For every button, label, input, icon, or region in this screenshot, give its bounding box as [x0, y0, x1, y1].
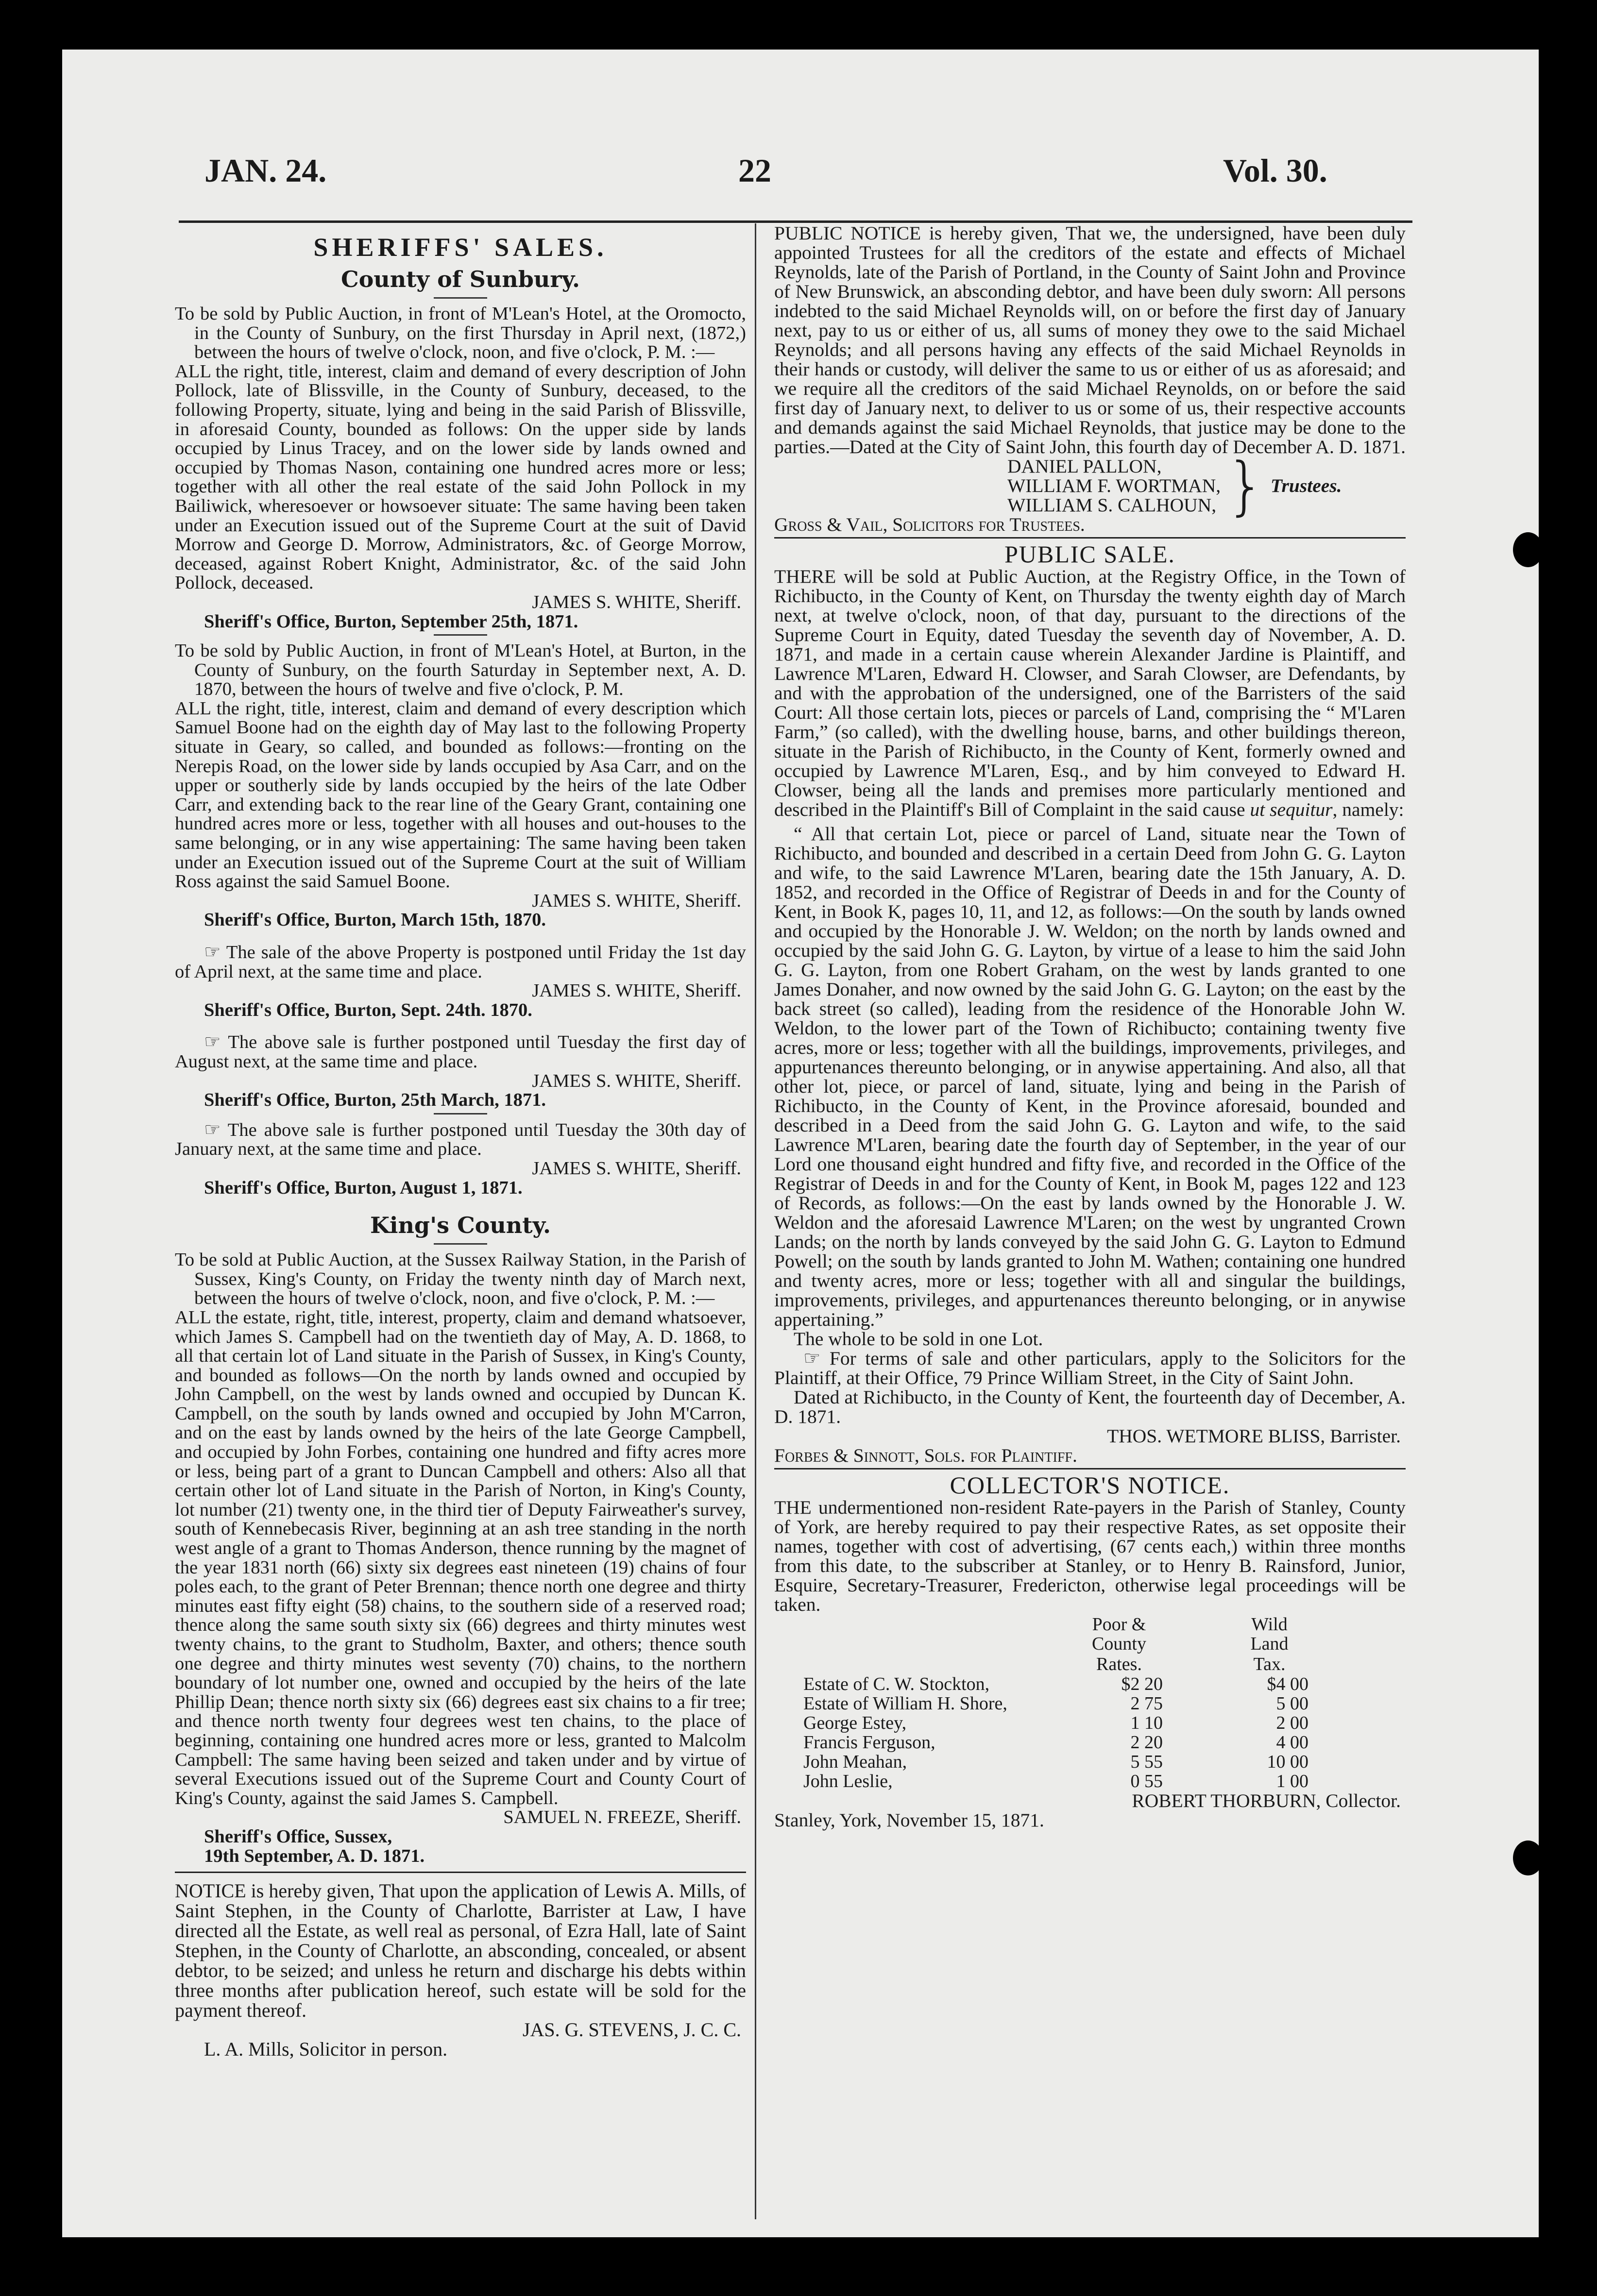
column-header: Poor & County [1092, 1614, 1146, 1654]
table-row [803, 1772, 1308, 1791]
namely-text: , namely: [1332, 799, 1404, 820]
absconding-notice: NOTICE is hereby given, That upon the application of Lewis A. Mills, of Saint Stephen, in the County of Charlotte, Barrister at Law, I have directed all the Estate, as well real as personal, of Ezra Hall, late of Saint Stephen, in the County of Charlotte, an absconding, concealed, or absent debtor, to be seized; and unless he return and discharge his debts within three months after publication hereof, such estate will be sold for the payment thereof. [175, 1880, 746, 2022]
page-number: 22 [738, 152, 771, 189]
short-rule [434, 297, 487, 299]
rates-table [803, 1614, 1308, 1791]
ratepayer-name: Francis Ferguson, [803, 1732, 935, 1753]
tax-value: 4 00 [1276, 1732, 1308, 1753]
pointing-hand-icon: ☞ [204, 1031, 221, 1053]
rates-value: 5 55 [1130, 1752, 1163, 1772]
issue-date: JAN. 24. [204, 152, 327, 189]
dateline: Sheriff's Office, Burton, August 1, 1871. [204, 1177, 523, 1198]
column-header: Wild Land [1250, 1614, 1289, 1654]
tax-value: 2 00 [1276, 1713, 1308, 1733]
trustee-name: WILLIAM F. WORTMAN, [1007, 475, 1221, 496]
tax-value: $4 00 [1267, 1674, 1308, 1694]
barrister-signature: THOS. WETMORE BLISS, Barrister. [1107, 1425, 1401, 1447]
solicitors-line: Gross & Vail, Solicitors for Trustees. [774, 514, 1085, 535]
ratepayer-name: George Estey, [803, 1713, 907, 1733]
trustees-notice: PUBLIC NOTICE is hereby given, That we, the undersigned, have been duly appointed Trustees for all the creditors of the estate and effects of Michael Reynolds, late of the Parish of Portland, in the County of Saint John and Province of New Brunswick, an absconding debtor, and have been duly sworn: All persons indebted to the said Michael Reynolds will, on or before the first day of January next, pay to us or either of us, all sums of money they owe to the said Michael Reynolds; and all persons having any effects of the said Michael Reynolds in their hands or custody, will deliver the same to us or either of us as aforesaid; and we require all the creditors of the said Michael Reynolds, on or before the said first day of January next, to deliver to us or some of us, their respective accounts and demands against the said Michael Reynolds, that justice may be done to the parties.—Dated at the City of Saint John, this fourth day of December A. D. 1871. [774, 222, 1406, 457]
latin-phrase: ut sequitur [1250, 799, 1333, 820]
trustee-name: WILLIAM S. CALHOUN, [1007, 494, 1217, 516]
short-rule [434, 634, 487, 636]
notice-intro: To be sold by Public Auction, in front of M'Lean's Hotel, at the Oromocto, in the County of Sunbury, on the first Thursday in April next, (1872,) between the hours of twelve o'clock, noon, and five o'clock, P. M. :— [175, 304, 746, 363]
sheriff-signature: SAMUEL N. FREEZE, Sheriff. [503, 1807, 741, 1828]
rates-value: 1 10 [1130, 1713, 1163, 1733]
table-row [803, 1733, 1308, 1752]
rates-value: 0 55 [1130, 1771, 1163, 1791]
county-heading: County of Sunbury. [340, 266, 580, 292]
table-row [803, 1752, 1308, 1772]
dateline: Stanley, York, November 15, 1871. [774, 1809, 1044, 1831]
dateline: Sheriff's Office, Burton, 25th March, 1871. [204, 1090, 546, 1111]
public-sale-heading: PUBLIC SALE. [1004, 540, 1175, 568]
table-row [803, 1694, 1308, 1713]
punch-hole [1513, 1840, 1539, 1875]
section-title: SHERIFFS' SALES. [313, 233, 608, 262]
table-row [803, 1713, 1308, 1733]
short-rule [434, 1113, 487, 1114]
dateline: Sheriff's Office, Sussex, [204, 1826, 392, 1847]
dated-line: Dated at Richibucto, in the County of Kent, the fourteenth day of December, A. D. 1871. [774, 1386, 1406, 1427]
judge-signature: JAS. G. STEVENS, J. C. C. [522, 2019, 741, 2041]
section-rule [774, 537, 1406, 539]
notice-body: ALL the estate, right, title, interest, property, claim and demand whatsoever, which James S. Campbell had on the twentieth day of May, A. D. 1868, to all that certain lot of Land situate in the Parish of Sussex, in King's County, and bounded as follows—On the north by lands owned and occupied by John Campbell, on the west by lands owned and occupied by Duncan K. Campbell, on the south by lands owned and occupied by John M'Carron, and on the east by lands owned by the heirs of the late George Campbell, and occupied by John Forbes, containing one hundred and fifty acres more or less, being part of a grant to Duncan Campbell and others: Also all that certain other lot of Land situate in the Parish of Norton, in King's County, lot number (21) twenty one, in the third tier of Deputy Fairweather's survey, south of Kennebecasis River, beginning at an ash tree standing in the north west angle of a grant to Thomas Anderson, thence running by the magnet of the year 1831 north (66) sixty six degrees east nineteen (19) chains of four poles each, to the grant of Peter Brennan; thence north one degree and thirty minutes east fifty eight (58) chains, to the southern side of a reserved road; thence along the same south sixty six (66) degrees and thirty minutes west twenty chains, to the grant to Studholm, Baxter, and others; thence south one degree and thirty minutes west seventy (70) chains, to the northern boundary of lot number one, owned and occupied by the heirs of the late Phillip Dean; thence north sixty six (66) degrees east six chains to a fir tree; and thence north twenty four degrees west ten chains, to the place of beginning, containing one hundred acres more or less, granted to Malcolm Campbell: The same having been seized and taken under and by virtue of several Executions issued out of the Supreme Court and County Court of King's County, against the said James S. Campbell. [175, 1307, 746, 1808]
notice-body: ALL the right, title, interest, claim and demand of every description which Samuel Boone had on the eighth day of May last to the following Property situate in Geary, so called, and bounded as follows:—fronting on the Nerepis Road, on the lower side by lands occupied by Asa Carr, and on the upper or southerly side by lands occupied by the heirs of the late Odber Carr, and extending back to the rear line of the Geary Grant, containing one hundred acres more or less, together with all houses and out-houses to the same belonging, or in any wise appertaining: The same having been taken under an Execution issued out of the Supreme Court at the suit of William Ross against the said Samuel Boone. [175, 698, 746, 892]
notice-intro: To be sold at Public Auction, at the Sussex Railway Station, in the Parish of Sussex, King's County, on Friday the twenty ninth day of March next, between the hours of twelve o'clock, noon, and five o'clock, P. M. :— [175, 1249, 746, 1309]
pointing-hand-icon: ☞ [204, 1118, 221, 1141]
one-lot-line: The whole to be sold in one Lot. [794, 1328, 1043, 1350]
pointing-hand-icon: ☞ [204, 941, 221, 963]
pointing-hand-icon: ☞ [803, 1347, 821, 1369]
collector-heading: COLLECTOR'S NOTICE. [950, 1471, 1230, 1499]
left-column [175, 230, 746, 2059]
solicitors-line: Forbes & Sinnott, Sols. for Plaintiff. [774, 1445, 1077, 1466]
ratepayer-name: Estate of C. W. Stockton, [803, 1674, 990, 1694]
tax-value: 10 00 [1267, 1752, 1308, 1772]
sheriff-signature: JAMES S. WHITE, Sheriff. [532, 1070, 741, 1091]
tax-value: 1 00 [1276, 1771, 1308, 1791]
trustees-block [1007, 449, 1406, 523]
short-rule [434, 1243, 487, 1245]
column-divider [755, 223, 756, 2219]
punch-hole [1513, 532, 1539, 567]
notice-body: ALL the right, title, interest, claim and demand of every description of John Pollock, late of Blissville, in the County of Sunbury, deceased, to the following Property, situate, lying and being in the said Parish of Blissville, in aforesaid County, bounded as follows: On the upper side by lands occupied by Linus Tracey, and on the lower side by lands owned and occupied by Thomas Nason, containing one hundred acres more or less; together with all other the real estate of the said John Pollock in my Bailiwick, wheresoever or howsoever situate: The same having been taken under an Execution issued out of the Supreme Court at the suit of David Morrow and George D. Morrow, Administrators, &c. of George Morrow, deceased, against Robert Knight, Administrator, &c. of the said John Pollock, deceased. [175, 361, 746, 593]
ratepayer-name: John Leslie, [803, 1771, 893, 1791]
sheriff-signature: JAMES S. WHITE, Sheriff. [532, 591, 741, 612]
trustee-name: DANIEL PALLON, [1007, 456, 1162, 477]
volume-number: Vol. 30. [1223, 152, 1327, 189]
rates-value: 2 20 [1130, 1732, 1163, 1753]
public-sale-body: THERE will be sold at Public Auction, at the Registry Office, in the Town of Richibucto, in the County of Kent, on Thursday the twenty eighth day of March next, at twelve o'clock, noon, of that day, pursuant to the directions of the Supreme Court in Equity, dated Tuesday the seventh day of November, A. D. 1871, and made in a certain cause wherein Alexander Jardine is Plaintiff, and Lawrence M'Laren, Edward H. Clowser, and Sarah Clowser, are Defendants, by and with the approbation of the undersigned, one of the Barristers of the said Court: All those certain lots, pieces or parcels of Land, comprising the “ M'Laren Farm,” (so called), with the dwelling house, barns, and other buildings thereon, situate in the Parish of Richibucto, in the County of Kent, formerly owned and occupied by Lawrence M'Laren, Esq., and by him conveyed to Edward H. Clowser, being all the lands and premises more particularly mentioned and described in the Plaintiff's Bill of Complaint in the said cause [774, 566, 1406, 820]
trustees-label: Trustees. [1270, 475, 1342, 496]
postponement-notice: The above sale is further postponed until Tuesday the first day of August next, at the same time and place. [175, 1032, 746, 1072]
newspaper-page [62, 50, 1539, 2237]
section-rule [175, 1872, 746, 1873]
notice-intro: To be sold by Public Auction, in front of M'Lean's Hotel, at Burton, in the County of Sunbury, on the fourth Saturday in September next, A. D. 1870, between the hours of twelve and five o'clock, P. M. [175, 641, 746, 700]
column-header: Tax. [1253, 1654, 1286, 1674]
brace-glyph: } [1225, 449, 1266, 523]
rates-value: $2 20 [1121, 1674, 1163, 1694]
table-row [803, 1674, 1308, 1694]
county-heading: King's County. [370, 1212, 551, 1239]
ratepayer-name: Estate of William H. Shore, [803, 1693, 1007, 1714]
postponement-notice: The above sale is further postponed until Tuesday the 30th day of January next, at the same time and place. [175, 1119, 746, 1160]
right-column [774, 223, 1406, 1830]
dateline: Sheriff's Office, Burton, March 15th, 1870. [204, 910, 546, 930]
dateline: Sheriff's Office, Burton, September 25th, 1871. [204, 611, 578, 632]
sheriff-signature: JAMES S. WHITE, Sheriff. [532, 1158, 741, 1179]
section-rule [774, 1468, 1406, 1469]
dateline: Sheriff's Office, Burton, Sept. 24th. 1870. [204, 999, 532, 1020]
tax-value: 5 00 [1276, 1693, 1308, 1714]
sheriff-signature: JAMES S. WHITE, Sheriff. [532, 890, 741, 911]
rates-value: 2 75 [1130, 1693, 1163, 1714]
terms-notice: For terms of sale and other particulars, apply to the Solicitors for the Plaintiff, at their Office, 79 Prince William Street, in the City of Saint John. [774, 1348, 1406, 1388]
solicitor-line: L. A. Mills, Solicitor in person. [204, 2038, 448, 2060]
postponement-notice: The sale of the above Property is postponed until Friday the 1st day of April next, at the same time and place. [175, 942, 746, 982]
dateline: 19th September, A. D. 1871. [204, 1845, 425, 1866]
sheriff-signature: JAMES S. WHITE, Sheriff. [532, 980, 741, 1001]
property-description: “ All that certain Lot, piece or parcel of Land, situate near the Town of Richibucto, and bounded and described in a certain Deed from John G. G. Layton and wife, to the said Lawrence M'Laren, bearing date the 15th January, A. D. 1852, and recorded in the Office of Registrar of Deeds in and for the County of Kent, in Book K, pages 10, 11, and 12, as follows:—On the south by lands owned and occupied by the Honorable J. W. Weldon; on the north by lands owned and occupied by the said John G. G. Layton, by virtue of a lease to him the said John G. G. Layton, from one Robert Graham, on the west by lands granted to one James Donaher, and now owned by the said John G. G. Layton; on the east by the back street (so called), leading from the residence of the Honorable John W. Weldon, to the lower part of the Town of Richibucto; containing twenty five acres, more or less; together with all the buildings, improvements, privileges, and appurtenances thereunto belonging, or in anywise appertaining. And also, all that other lot, piece, or parcel of land, situate, lying and being in the Parish of Richibucto, in the County of Kent, in the Province aforesaid, bounded and described in a Deed from the said John G. G. Layton and wife, to the said Lawrence M'Laren, bearing date the fourth day of September, in the year of our Lord one thousand eight hundred and fifty five, and recorded in the Office of the Registrar of Deeds in and for the County of Kent, in Book M, pages 122 and 123 of Records, as follows:—On the east by lands owned by the Honorable J. W. Weldon and the aforesaid Lawrence M'Laren; on the west by ungranted Crown Lands; on the north by lands conveyed by the said John G. G. Layton to Edmund Powell; on the south by lands granted to John M. Wathen; containing one hundred and twenty acres, more or less; together with all and singular the buildings, improvements, privileges, and appurtenances thereunto belonging, or in anywise appertaining.” [774, 823, 1406, 1330]
column-header: Rates. [1096, 1654, 1142, 1674]
collector-signature: ROBERT THORBURN, Collector. [1132, 1790, 1401, 1811]
ratepayer-name: John Meahan, [803, 1752, 907, 1772]
collector-notice: THE undermentioned non-resident Rate-payers in the Parish of Stanley, County of York, are hereby required to pay their respective Rates, as set opposite their names, together with cost of advertising, (67 cents each,) within three months from this date, to the subscriber at Stanley, or to Henry B. Rainsford, Junior, Esquire, Secretary-Treasurer, Fredericton, otherwise legal proceedings will be taken. [774, 1497, 1406, 1615]
